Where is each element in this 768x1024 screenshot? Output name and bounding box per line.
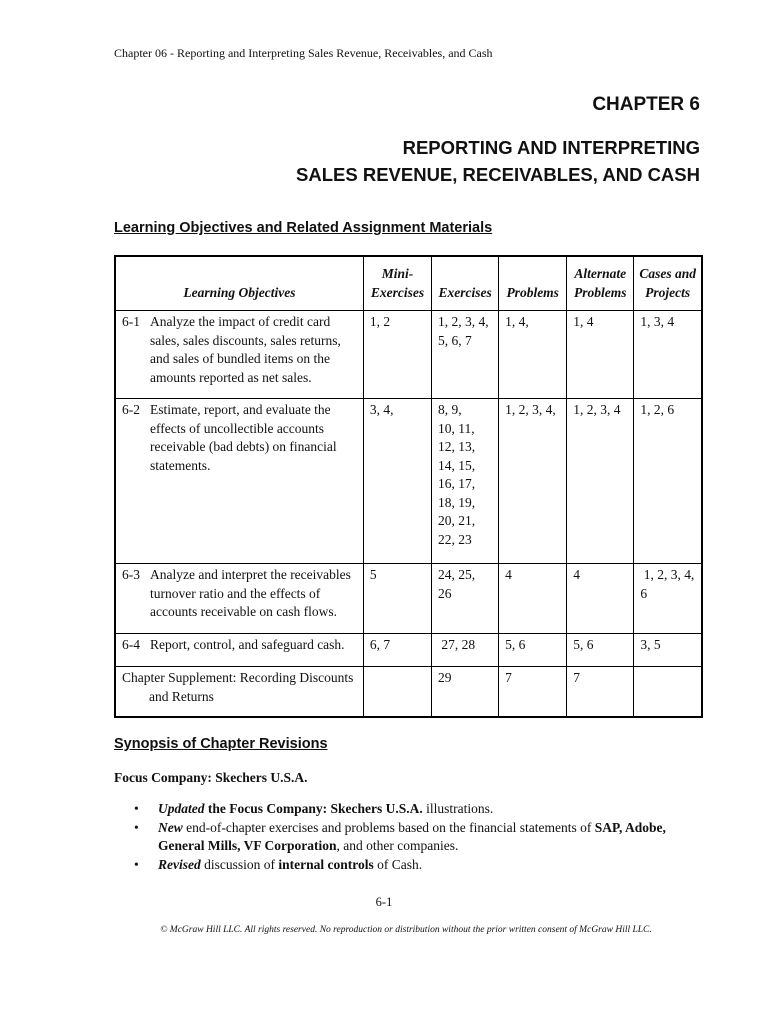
mini-exercises-cell [363,667,431,717]
list-item [114,819,704,856]
chapter-title [296,134,700,188]
cases-projects-cell: 1, 3, 4 [634,311,702,399]
column-header-objectives: Learning Objectives [115,256,363,311]
objective-text: Estimate, report, and evaluate the effects of uncollectible accounts receivable (bad debts) on financial statements. [150,402,337,473]
item-text: discussion of [200,856,279,872]
item-text: end-of-chapter exercises and problems based on the financial statements of [182,819,595,835]
synopsis-heading: Synopsis of Chapter Revisions [114,736,328,752]
item-text: , and other companies. [336,838,459,853]
item-emphasis: Revised [158,856,201,872]
objective-text: Analyze the impact of credit card sales, sales discounts, sales returns, and sales of bundled items on the amounts reported as net sales. [150,314,341,385]
column-header-exercises: Exercises [432,256,499,311]
objective-number: 6-3 [122,567,140,582]
running-header: Chapter 06 - Reporting and Interpreting Sales Revenue, Receivables, and Cash [114,46,493,60]
objective-number: 6-2 [122,402,140,417]
objective-text: Analyze and interpret the receivables turnover ratio and the effects of accounts receivable on cash flows. [150,567,351,619]
exercises-cell: 24, 25, 26 [432,564,499,634]
item-bold: the Focus Company: Skechers U.S.A. [204,801,423,816]
objective-cell [115,564,363,634]
item-text: of Cash. [373,856,423,872]
supplement-text: Chapter Supplement: Recording Discounts and Returns [122,670,354,704]
table-row [115,399,702,564]
alternate-problems-cell: 7 [567,667,634,717]
problems-cell: 5, 6 [499,634,567,667]
learning-objectives-table [114,255,703,718]
problems-cell: 4 [499,564,567,634]
cases-projects-cell: 3, 5 [634,634,702,667]
column-header-mini-exercises: Mini- Exercises [363,256,431,311]
objective-number: 6-4 [122,637,140,652]
alternate-problems-cell: 4 [567,564,634,634]
cases-projects-cell [634,667,702,717]
supplement-cell [115,667,363,717]
column-header-cases-projects: Cases and Projects [634,256,702,311]
exercises-cell: 1, 2, 3, 4, 5, 6, 7 [432,311,499,399]
item-emphasis: Updated [158,801,205,816]
table-row-supplement [115,667,702,717]
mini-exercises-cell: 1, 2 [363,311,431,399]
mini-exercises-cell: 6, 7 [363,634,431,667]
table-row [115,634,702,667]
problems-cell: 1, 4, [499,311,567,399]
bullet-icon: • [134,801,139,816]
list-item [114,856,704,875]
chapter-label: CHAPTER 6 [592,94,700,115]
problems-cell: 1, 2, 3, 4, [499,399,567,564]
revisions-list [114,800,704,874]
exercises-cell: 8, 9, 10, 11, 12, 13, 14, 15, 16, 17, 18, 19, 20, 21, 22, 23 [432,399,499,564]
objective-cell [115,399,363,564]
item-text: illustrations. [422,801,494,816]
item-bold: SAP, Adobe, General Mills, VF Corporation [158,819,666,853]
alternate-problems-cell: 5, 6 [567,634,634,667]
bullet-icon: • [134,856,139,872]
page-number: 6-1 [375,895,393,909]
table-header-row [115,256,702,311]
alternate-problems-cell: 1, 4 [567,311,634,399]
alternate-problems-cell: 1, 2, 3, 4 [567,399,634,564]
exercises-cell: 27, 28 [432,634,499,667]
objective-cell [115,311,363,399]
mini-exercises-cell: 3, 4, [363,399,431,564]
bullet-icon: • [134,819,139,835]
item-bold: internal controls [278,856,374,872]
column-header-problems: Problems [499,256,567,311]
problems-cell: 7 [499,667,567,717]
exercises-cell: 29 [432,667,499,717]
focus-company-line: Focus Company: Skechers U.S.A. [114,770,308,785]
objective-number: 6-1 [122,314,140,329]
table-row [115,564,702,634]
column-header-alternate-problems: Alternate Problems [567,256,634,311]
chapter-title-line1: REPORTING AND INTERPRETING [402,137,700,158]
table-row [115,311,702,399]
cases-projects-cell: 1, 2, 3, 4, 6 [634,564,702,634]
objectives-heading: Learning Objectives and Related Assignment Materials [114,220,493,236]
item-emphasis: New [158,819,183,835]
cases-projects-cell: 1, 2, 6 [634,399,702,564]
list-item [114,800,704,819]
objective-text: Report, control, and safeguard cash. [150,637,345,652]
objective-cell [115,634,363,667]
mini-exercises-cell: 5 [363,564,431,634]
copyright-notice: © McGraw Hill LLC. All rights reserved. No reproduction or distribution without the prior written consent of McGraw Hill LLC. [160,925,652,935]
chapter-title-line2: SALES REVENUE, RECEIVABLES, AND CASH [296,164,700,185]
